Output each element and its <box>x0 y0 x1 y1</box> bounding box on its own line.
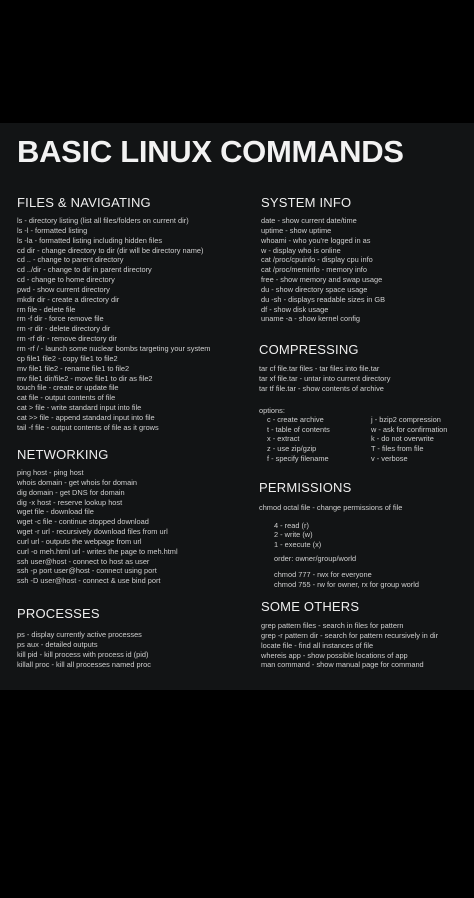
list-item: ssh -D user@host - connect & use bind port <box>17 576 161 586</box>
permission-order: order: owner/group/world <box>274 554 357 564</box>
permission-example: chmod 755 - rw for owner, rx for group world <box>274 579 419 589</box>
compressing-heading: COMPRESSING <box>259 342 359 357</box>
list-item: whereis app - show possible locations of app <box>261 650 408 660</box>
system-info-heading: SYSTEM INFO <box>261 195 352 210</box>
list-item: ssh user@host - connect to host as user <box>17 556 150 566</box>
option-item: x - extract <box>267 434 300 444</box>
list-item: rm file - delete file <box>17 304 76 314</box>
list-item: cd .. - change to parent directory <box>17 255 124 265</box>
list-item: man command - show manual page for command <box>261 660 424 670</box>
list-item: rm -rf / - launch some nuclear bombs targeting your system <box>17 343 211 353</box>
list-item: mkdir dir - create a directory dir <box>17 294 120 304</box>
networking-section <box>17 447 178 586</box>
permission-example: chmod 777 - rwx for everyone <box>274 569 372 579</box>
option-item: k - do not overwrite <box>371 434 434 444</box>
list-item: whois domain - get whois for domain <box>17 477 137 487</box>
processes-heading: PROCESSES <box>17 606 100 621</box>
list-item: curl -o meh.html url - writes the page to meh.html <box>17 546 178 556</box>
some-others-section <box>261 599 438 670</box>
list-item: date - show current date/time <box>261 216 357 225</box>
option-item: T - files from file <box>371 443 424 453</box>
list-item: ps aux - detailed outputs <box>17 639 98 649</box>
list-item: rm -rf dir - remove directory dir <box>17 334 117 344</box>
list-item: ls -la - formatted listing including hidden files <box>17 235 163 245</box>
files-navigating-list <box>17 216 210 433</box>
system-info-section <box>261 195 385 324</box>
list-item: mv file1 file2 - rename file1 to file2 <box>17 363 130 373</box>
list-item: ls - directory listing (list all files/folders on current dir) <box>17 216 189 225</box>
list-item: free - show memory and swap usage <box>261 275 383 285</box>
permissions-section <box>259 480 419 589</box>
list-item: wget -c file - continue stopped download <box>17 517 149 527</box>
files-navigating-heading: FILES & NAVIGATING <box>17 195 151 210</box>
option-item: c - create archive <box>267 415 324 425</box>
list-item: du - show directory space usage <box>261 284 368 294</box>
option-item: w - ask for confirmation <box>371 424 448 434</box>
option-item: v - verbose <box>371 453 408 463</box>
compressing-section <box>259 342 471 463</box>
list-item: uptime - show uptime <box>261 225 332 235</box>
list-item: cat file - output contents of file <box>17 393 116 403</box>
option-item: f - specify filename <box>267 453 329 463</box>
some-others-heading: SOME OTHERS <box>261 599 360 614</box>
list-item: cat > file - write standard input into file <box>17 403 142 413</box>
list-item: ping host - ping host <box>17 468 84 477</box>
list-item: killall proc - kill all processes named proc <box>17 659 151 669</box>
system-info-list <box>261 216 385 324</box>
list-item: dig -x host - reserve lookup host <box>17 497 123 507</box>
list-item: rm -r dir - delete directory dir <box>17 324 111 334</box>
list-item: grep -r pattern dir - search for pattern recursively in dir <box>261 630 439 640</box>
page-title: BASIC LINUX COMMANDS <box>17 134 404 169</box>
list-item: wget -r url - recursively download files from url <box>17 527 168 537</box>
permission-value: 2 - write (w) <box>274 530 313 540</box>
option-item: z - use zip/gzip <box>267 443 317 453</box>
compressing-list <box>259 364 471 394</box>
some-others-list <box>261 621 438 670</box>
list-item: grep pattern files - search in files for pattern <box>261 621 404 630</box>
list-item: ls -l - formatted listing <box>17 225 88 235</box>
list-item: kill pid - kill process with process id (pid) <box>17 649 149 659</box>
list-item: tar tf file.tar - show contents of archive <box>259 383 384 393</box>
list-item: whoami - who you're logged in as <box>261 235 371 245</box>
options-label: options: <box>259 405 285 415</box>
bottom-black-band <box>0 690 474 898</box>
list-item: tar cf file.tar files - tar files into file.tar <box>259 364 380 373</box>
permissions-command: chmod octal file - change permissions of file <box>259 503 403 512</box>
list-item: tar xf file.tar - untar into current directory <box>259 373 391 383</box>
list-item: pwd - show current directory <box>17 284 110 294</box>
options-grid <box>259 415 471 463</box>
top-black-band <box>0 0 474 123</box>
list-item: ps - display currently active processes <box>17 630 142 639</box>
list-item: uname -a - show kernel config <box>261 314 361 324</box>
permission-values <box>259 521 419 550</box>
list-item: rm -f dir - force remove file <box>17 314 104 324</box>
list-item: cp file1 file2 - copy file1 to file2 <box>17 353 118 363</box>
list-item: cat >> file - append standard input into file <box>17 412 155 422</box>
permissions-heading: PERMISSIONS <box>259 480 352 495</box>
option-item: j - bzip2 compression <box>371 415 441 425</box>
list-item: tail -f file - output contents of file as it grows <box>17 422 159 432</box>
permission-examples <box>259 570 419 589</box>
list-item: df - show disk usage <box>261 304 329 314</box>
permission-value: 4 - read (r) <box>274 520 309 530</box>
permission-value: 1 - execute (x) <box>274 539 322 549</box>
list-item: wget file - download file <box>17 507 94 517</box>
list-item: touch file - create or update file <box>17 383 119 393</box>
list-item: du -sh - displays readable sizes in GB <box>261 294 386 304</box>
list-item: curl url - outputs the webpage from url <box>17 536 142 546</box>
list-item: cd ../dir - change to dir in parent directory <box>17 265 152 275</box>
list-item: cat /proc/cpuinfo - display cpu info <box>261 255 373 265</box>
list-item: cd - change to home directory <box>17 275 115 285</box>
networking-heading: NETWORKING <box>17 447 109 462</box>
list-item: w - display who is online <box>261 245 341 255</box>
files-navigating-section <box>17 195 210 433</box>
networking-list <box>17 468 178 586</box>
list-item: mv file1 dir/file2 - move file1 to dir as file2 <box>17 373 153 383</box>
list-item: ssh -p port user@host - connect using port <box>17 566 157 576</box>
processes-section <box>17 606 151 669</box>
list-item: cat /proc/meminfo - memory info <box>261 265 367 275</box>
option-item: t - table of contents <box>267 424 330 434</box>
list-item: cd dir - change directory to dir (dir will be directory name) <box>17 245 204 255</box>
processes-list <box>17 630 151 669</box>
list-item: dig domain - get DNS for domain <box>17 487 125 497</box>
list-item: locate file - find all instances of file <box>261 640 374 650</box>
